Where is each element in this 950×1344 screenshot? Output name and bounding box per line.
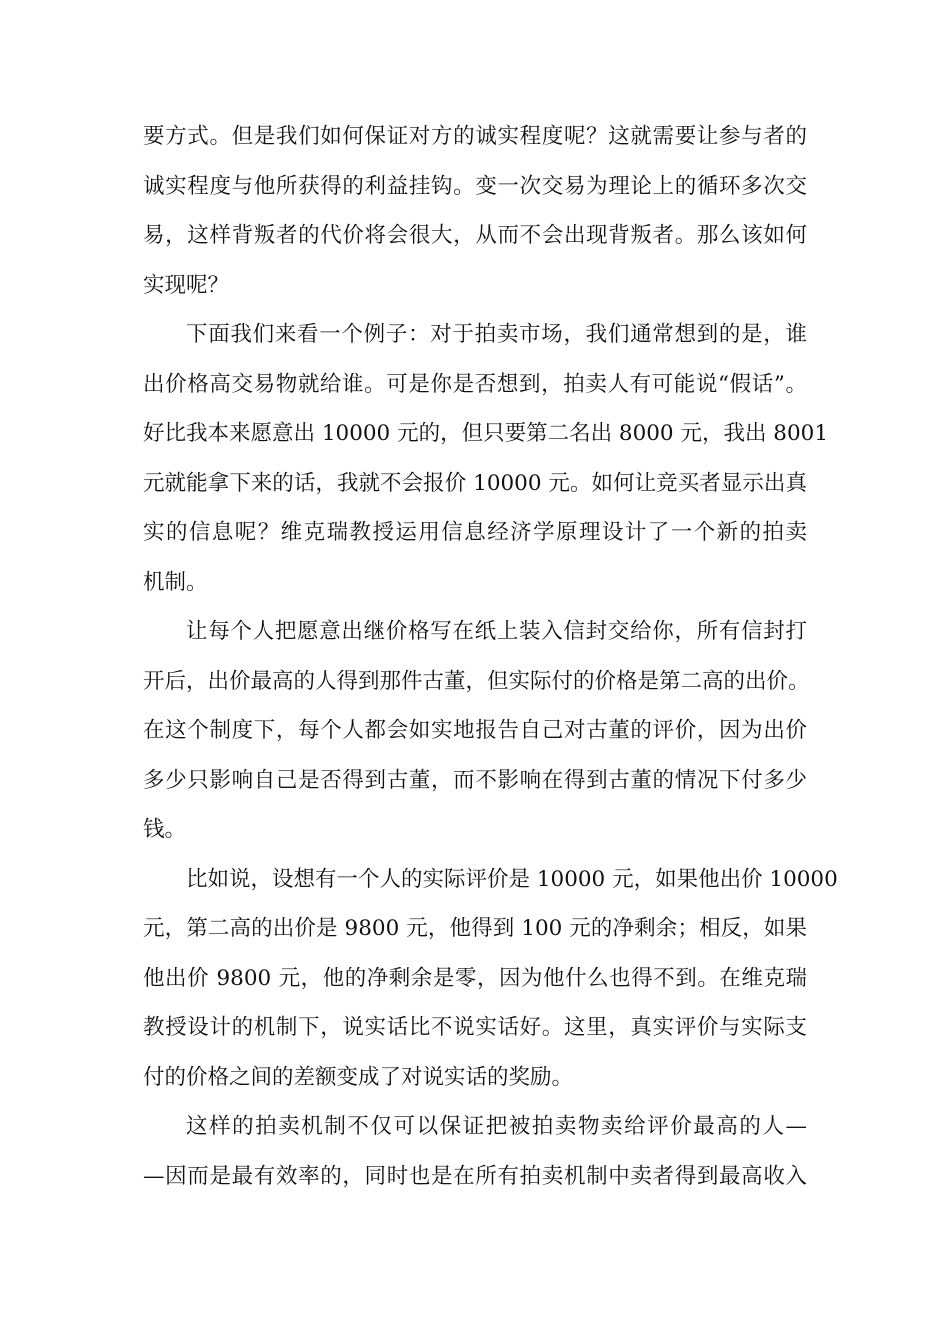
- text-line: 诚实程度与他所获得的利益挂钩。变一次交易为理论上的循环多次交: [143, 173, 807, 199]
- text-line: 要方式。但是我们如何保证对方的诚实程度呢？这就需要让参与者的: [143, 124, 807, 149]
- text-line: 出价格高交易物就给谁。可是你是否想到，拍卖人有可能说“假话”。: [143, 371, 807, 397]
- text-line: 机制。: [143, 569, 208, 595]
- paragraph-1: [143, 112, 807, 310]
- text-line: 下面我们来看一个例子：对于拍卖市场，我们通常想到的是，谁: [186, 322, 807, 347]
- text-line: 多少只影响自己是否得到古董，而不影响在得到古董的情况下付多少: [143, 767, 807, 793]
- text-line: 他出价 9800 元，他的净剩余是零，因为他什么也得不到。在维克瑞: [143, 965, 807, 991]
- document-body: [143, 112, 838, 1201]
- text-line: —因而是最有效率的，同时也是在所有拍卖机制中卖者得到最高收入: [143, 1163, 807, 1189]
- text-line: 元，第二高的出价是 9800 元，他得到 100 元的净剩余；相反，如果: [143, 916, 807, 941]
- paragraph-2: [143, 310, 828, 607]
- paragraph-5: [143, 1102, 807, 1201]
- paragraph-3: [143, 607, 810, 855]
- text-line: 易，这样背叛者的代价将会很大，从而不会出现背叛者。那么该如何: [143, 223, 807, 248]
- text-line: 钱。: [143, 817, 187, 842]
- text-line: 比如说，设想有一个人的实际评价是 10000 元，如果他出价 10000: [186, 866, 838, 892]
- text-line: 开后，出价最高的人得到那件古董，但实际付的价格是第二高的出价。: [143, 668, 810, 694]
- text-line: 付的价格之间的差额变成了对说实话的奖励。: [143, 1064, 574, 1090]
- text-line: 这样的拍卖机制不仅可以保证把被拍卖物卖给评价最高的人—: [186, 1114, 807, 1139]
- text-line: 让每个人把愿意出继价格写在纸上装入信封交给你，所有信封打: [186, 619, 807, 644]
- text-line: 好比我本来愿意出 10000 元的，但只要第二名出 8000 元，我出 8001: [143, 421, 828, 446]
- text-line: 元就能拿下来的话，我就不会报价 10000 元。如何让竞买者显示出真: [143, 470, 807, 496]
- paragraph-4: [143, 855, 838, 1103]
- text-line: 实的信息呢？维克瑞教授运用信息经济学原理设计了一个新的拍卖: [143, 520, 807, 545]
- text-line: 教授设计的机制下，说实话比不说实话好。这里，真实评价与实际支: [143, 1015, 807, 1040]
- text-line: 实现呢？: [143, 272, 230, 298]
- text-line: 在这个制度下，每个人都会如实地报告自己对古董的评价，因为出价: [143, 718, 807, 743]
